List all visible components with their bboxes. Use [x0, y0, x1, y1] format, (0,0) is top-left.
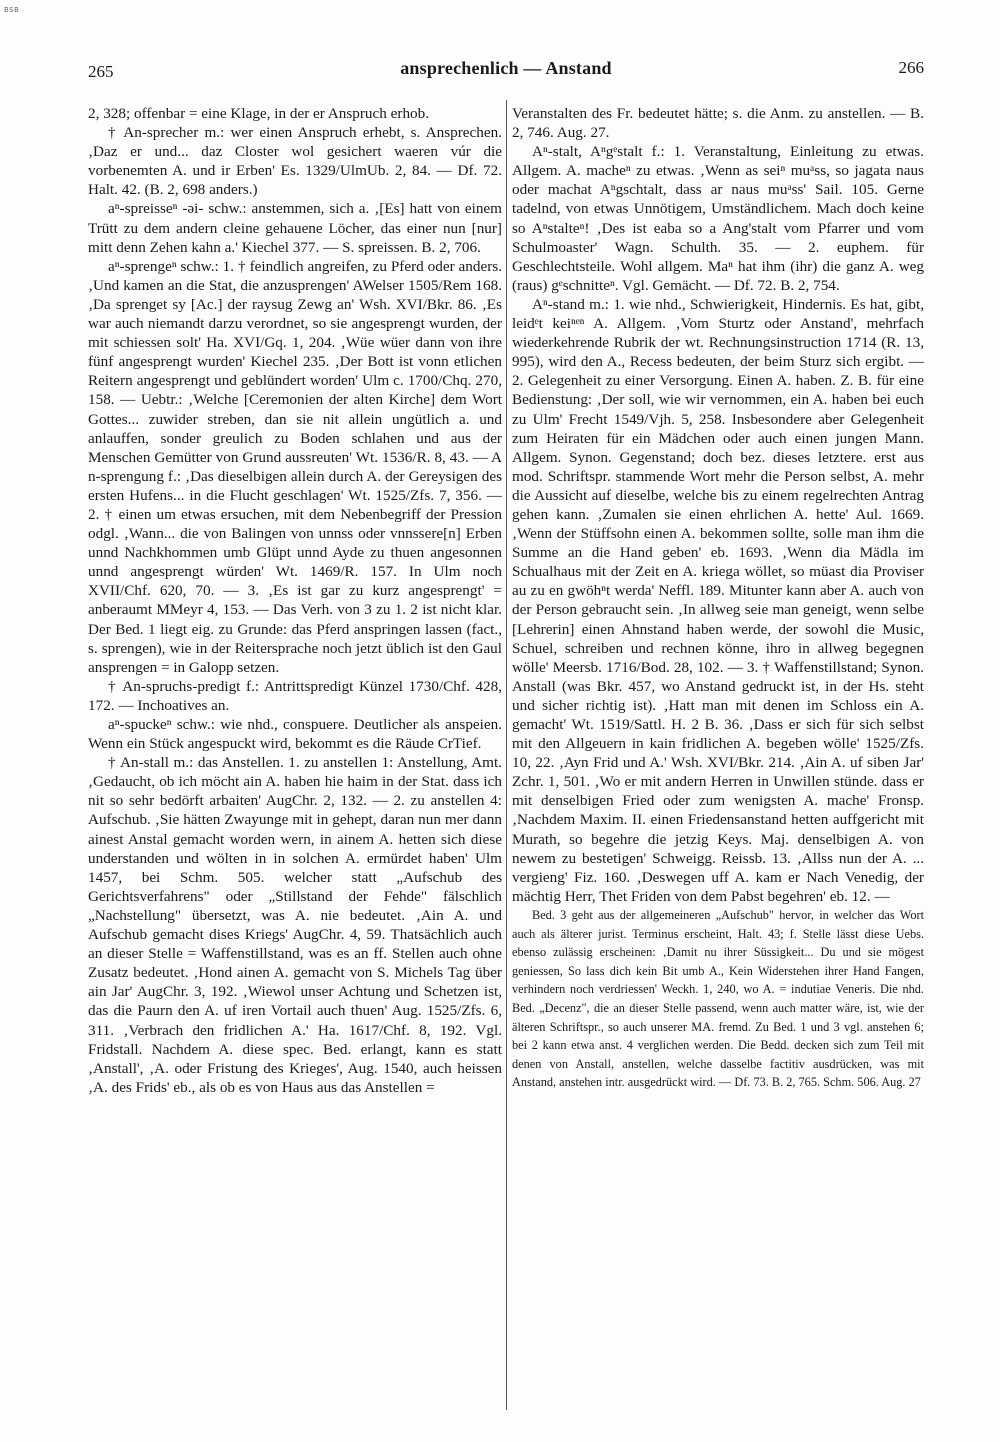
dictionary-entry: † An-spruchs-predigt f.: Antrittspredigt Künzel 1730/Chf. 428, 172. — Inchoatives an.: [88, 677, 502, 714]
left-page-number: 265: [88, 62, 114, 81]
dictionary-entry: † An-stall m.: das Anstellen. 1. zu anstellen 1: Anstellung, Amt. ‚Gedaucht, ob ich möcht ain A. haben hie haim in der Stat. dass ich nit so sehr bedörft arbaiten' AugChr. 2, 132. — 2. zu anstellen 4: Aufschub. ‚Sie hätten Zwayunge mit in gehept, daran nun mer dann ainest Anstal gemacht worden wern, in ainem A. hetten sich diese understanden und wölten in in solchen A. ermürdet haben' Ulm 1457, bei Schm. 505. welcher statt „Aufschub des Gerichtsverfahrens" oder „Stillstand der Fehde" fälschlich „Nachstellung" übersetzt, was A. nie bedeutet. ‚Ain A. und Aufschub gemacht dises Kriegs' AugChr. 4, 59. Thatsächlich auch an dieser Stelle = Waffenstillstand, was es an ff. Stellen auch ohne Zusatz bedeutet. ‚Hond ainen A. gemacht von S. Michels Tag über ain Jar' AugChr. 3, 192. ‚Wiewol unser Achtung und Schetzen ist, das die Paurn den A. uf iren Vortail auch thuen' Aug. 1525/Zfs. 6, 311. ‚Verbrach den fridlichen A.' Ha. 1617/Chf. 8, 192. Vgl. Fridstall. Nachdem A. diese spec. Bed. erlangt, kann es statt ‚Anstall', ‚A. oder Fristung des Krieges', Aug. 1540, auch heissen ‚A. des Frids' eb., als ob es von Haus aus das Anstellen =: [88, 754, 502, 1096]
paragraph: Veranstalten des Fr. bedeutet hätte; s. die Anm. zu anstellen. — B. 2, 746. Aug. 27.: [512, 105, 924, 142]
dictionary-entry: aⁿ-spuckeⁿ schw.: wie nhd., conspuere. Deutlicher als anspeien. Wenn ein Stück angespuckt wird, bekommt es die Räude CrTief.: [88, 716, 502, 753]
dictionary-entry: aⁿ-spreisseⁿ -əi- schw.: anstemmen, sich a. ‚[Es] hatt von einem Trütt zu dem andern cleine gehauene Löcher, das einer nun [nur] mitt denn Zehen kahn a.' Kiechel 377. — S. spreissen. B. 2, 706.: [88, 200, 502, 256]
dictionary-entry: aⁿ-sprengeⁿ schw.: 1. † feindlich angreifen, zu Pferd oder anders. ‚Und kamen an die Stat, die anzusprengen' AWelser 1505/Rem 168. ‚Da sprenget sy [Ac.] der raysug Zewg an' Wsh. XVI/Bkr. 86. ‚Es war auch niemandt darzu verordnet, so sie angesprengt wurden, der mit schiessen solt' Ha. XVI/Gq. 1, 204. ‚Wüe wüer dann von ihre fünf angesprengt wurden' Kiechel 235. ‚Der Bott ist vonn etlichen Reitern angesprengt und geblündert worden' Ulm c. 1700/Chq. 270, 158. — Uebtr.: ‚Welche [Ceremonien der alten Kirche] dem Wort Gottes... zuwider streben, dan sie nit allein ungütlich a. und anlauffen, sonder greulich zu Boden schlahen und aus der Menschen Gemütter von Grund aussreuten' Wt. 1536/R. 8, 43. — A n-sprengung f.: ‚Das dieselbigen allein durch A. der Gereysigen des ersten Hufens... in die Flucht geschlagen' Wt. 1525/Zfs. 7, 356. — 2. † einen um etwas ersuchen, mit dem Nebenbegriff der Pression odgl. ‚Wann... die von Balingen von unnss oder vnnssere[n] Erben unnd Nachkhommen umb Glüpt unnd Ayde zu thuen angesonnen unnd angesprengt würden' Wt. 1469/R. 157. In Ulm noch XVII/Chf. 620, 70. — 3. ‚Es ist gar zu kurz angesprengt' = anberaumt MMeyr 4, 153. — Das Verh. von 3 zu 1. 2 ist nicht klar. Der Bed. 1 liegt eig. zu Grunde: das Pferd anspringen lassen (fact., s. sprengen), wie in der Reitersprache noch jetzt üblich ist den Gaul ansprengen = in Galopp setzen.: [88, 257, 502, 676]
running-title: ansprechenlich — Anstand: [400, 58, 612, 78]
page-header: [88, 58, 924, 84]
dictionary-entry: Aⁿ-stalt, Aⁿgᵉstalt f.: 1. Veranstaltung, Einleitung zu etwas. Allgem. A. macheⁿ zu etwas. ‚Wenn as seiⁿ muᵃss, so jagata naus oder machat Aⁿgschtalt, dass ar naus muᵃss' Sail. 105. Gerne tadelnd, von etwas Unnötigem, Umständlichem. Mach doch keine so Aⁿstalteⁿ! ‚Des ist eaba so a Ang'stalt vom Pfarrer und vom Schulmoaster' Wagn. Schulth. 35. — 2. euphem. für Geschlechtsteile. Wohl allgem. Maⁿ hat ihm (ihr) die ganz A. weg (raus) gᵉschnitteⁿ. Vgl. Gemächt. — Df. 72. B. 2, 754.: [512, 143, 924, 294]
dictionary-entry: † An-sprecher m.: wer einen Anspruch erhebt, s. Ansprechen. ‚Daz er und... daz Closter wol gesichert waeren vúr die vorbenemten A. und ir Erben' Es. 1329/UlmUb. 2, 84. — Df. 72. Halt. 42. (B. 2, 698 anders.): [88, 124, 502, 199]
right-page-number: 266: [898, 58, 924, 77]
right-column: [512, 104, 924, 1424]
left-column: [88, 104, 502, 1424]
library-watermark: BSB: [4, 6, 20, 14]
dictionary-entry: Aⁿ-stand m.: 1. wie nhd., Schwierigkeit, Hindernis. Es hat, gibt, leidᵉt keiⁿᵉⁿ A. Allgem. ‚Vom Sturtz oder Anstand', mehrfach wiederkehrende Rubrik der wt. Rechnungsinstruction 1714 (R. 13, 995), wird den A., Recess bedeuten, der beim Sturz sich ergibt. — 2. Gelegenheit zu einer Versorgung. Einen A. haben. Z. B. für eine Bedienstung: ‚Der soll, wie wir vernommen, ein A. haben bei euch zu Ulm' Frecht 1549/Vjh. 5, 258. Insbesondere aber Gelegenheit zum Heiraten für ein Mädchen oder auch einen jungen Mann. Allgem. Synon. Gegenstand; doch bez. dieses letztere. erst aus mod. Schriftspr. stammende Wort mehr die Person selbst, A. mehr die Aussicht auf dieselbe, welche bis zu einem regelrechten Antrag gehen kann. ‚Zumalen sie einen ehrlichen A. hette' Aul. 1669. ‚Wenn der Stüffsohn einen A. bekommen sollte, solle man ihm die Summe an die Hand geben' eb. 1693. ‚Wenn dia Mädla im Schualhaus mit der Zeit en A. kriega wöllet, so müast dia Proviser au zu en gwöhⁿt werda' Neffl. 189. Mitunter kann aber A. auch von der Person gebraucht sein. ‚In allweg seie man geneigt, wenn selbe [Lehrerin] einen Ahnstand haben werde, der sowohl die Music, Schuel, schreiben und rechnen könne, ihro in allweg begegnen wölle' Meersb. 1716/Bod. 28, 102. — 3. † Waffenstillstand; Synon. Anstall (was Bkr. 457, wo Anstand gedruckt ist, in der Hs. steht und sicher richtig ist). ‚Hatt man mit denen im Schloss ein A. gemacht' Wt. 1519/Sattl. H. 2 B. 36. ‚Dass er sich für sich selbst mit den Allgeuern in kain fridlichen A. begeben wölle' 1525/Zfs. 10, 22. ‚Ayn Frid und A.' Wsh. XVI/Bkr. 214. ‚Ain A. uf siben Jar' Zchr. 1, 501. ‚Wo er mit andern Herren in Unwillen stünde. dass er mit denselbigen Fried oder zum wenigsten A. mache' Fronsp. ‚Nachdem Maxim. II. einen Friedensanstand hetten auffgericht mit Murath, so begehre die jetzig Keys. Maj. denselbigen A. von newem zu bestetigen' Schweigg. Reissb. 13. ‚Allss nun der A. ... vergieng' Fiz. 160. ‚Deswegen uff A. kam er Nach Venedig, der mächtig Herr, Thet Friden von dem Pabst begehren' eb. 12. —: [512, 295, 924, 905]
footnote-paragraph: Bed. 3 geht aus der allgemeineren „Aufschub" hervor, in welcher das Wort auch als älterer jurist. Terminus erscheint, Halt. 43; f. Stelle lässt diese Uebs. ebenso zulässig erscheinen: ‚Damit nu ihrer Süssigkeit... Du und sie mögest geniessen, So lass dich kein Bit umb A., Kein Widerstehen ihrer Hand Fangen, verhindern noch verdriessen' Weckh. 1, 240, wo A. = indutiae Veneris. Die nhd. Bed. „Decenz", die an dieser Stelle passend, wenn auch matter wäre, ist, wie der älteren Schriftspr., so auch unserer MA. fremd. Zu Bed. 1 und 3 vgl. anstehen 6; bei 2 kann etwa anst. 4 verglichen werden. Die Bedd. decken sich zum Teil mit denen von Anstall, anstellen, welche dasselbe factitiv ausdrücken, was mit Anstand, anstehen intr. ausgedrückt wird. — Df. 73. B. 2, 765. Schm. 506. Aug. 27: [512, 907, 924, 1090]
paragraph: 2, 328; offenbar = eine Klage, in der er Anspruch erhob.: [88, 105, 430, 122]
column-divider: [506, 100, 507, 1410]
